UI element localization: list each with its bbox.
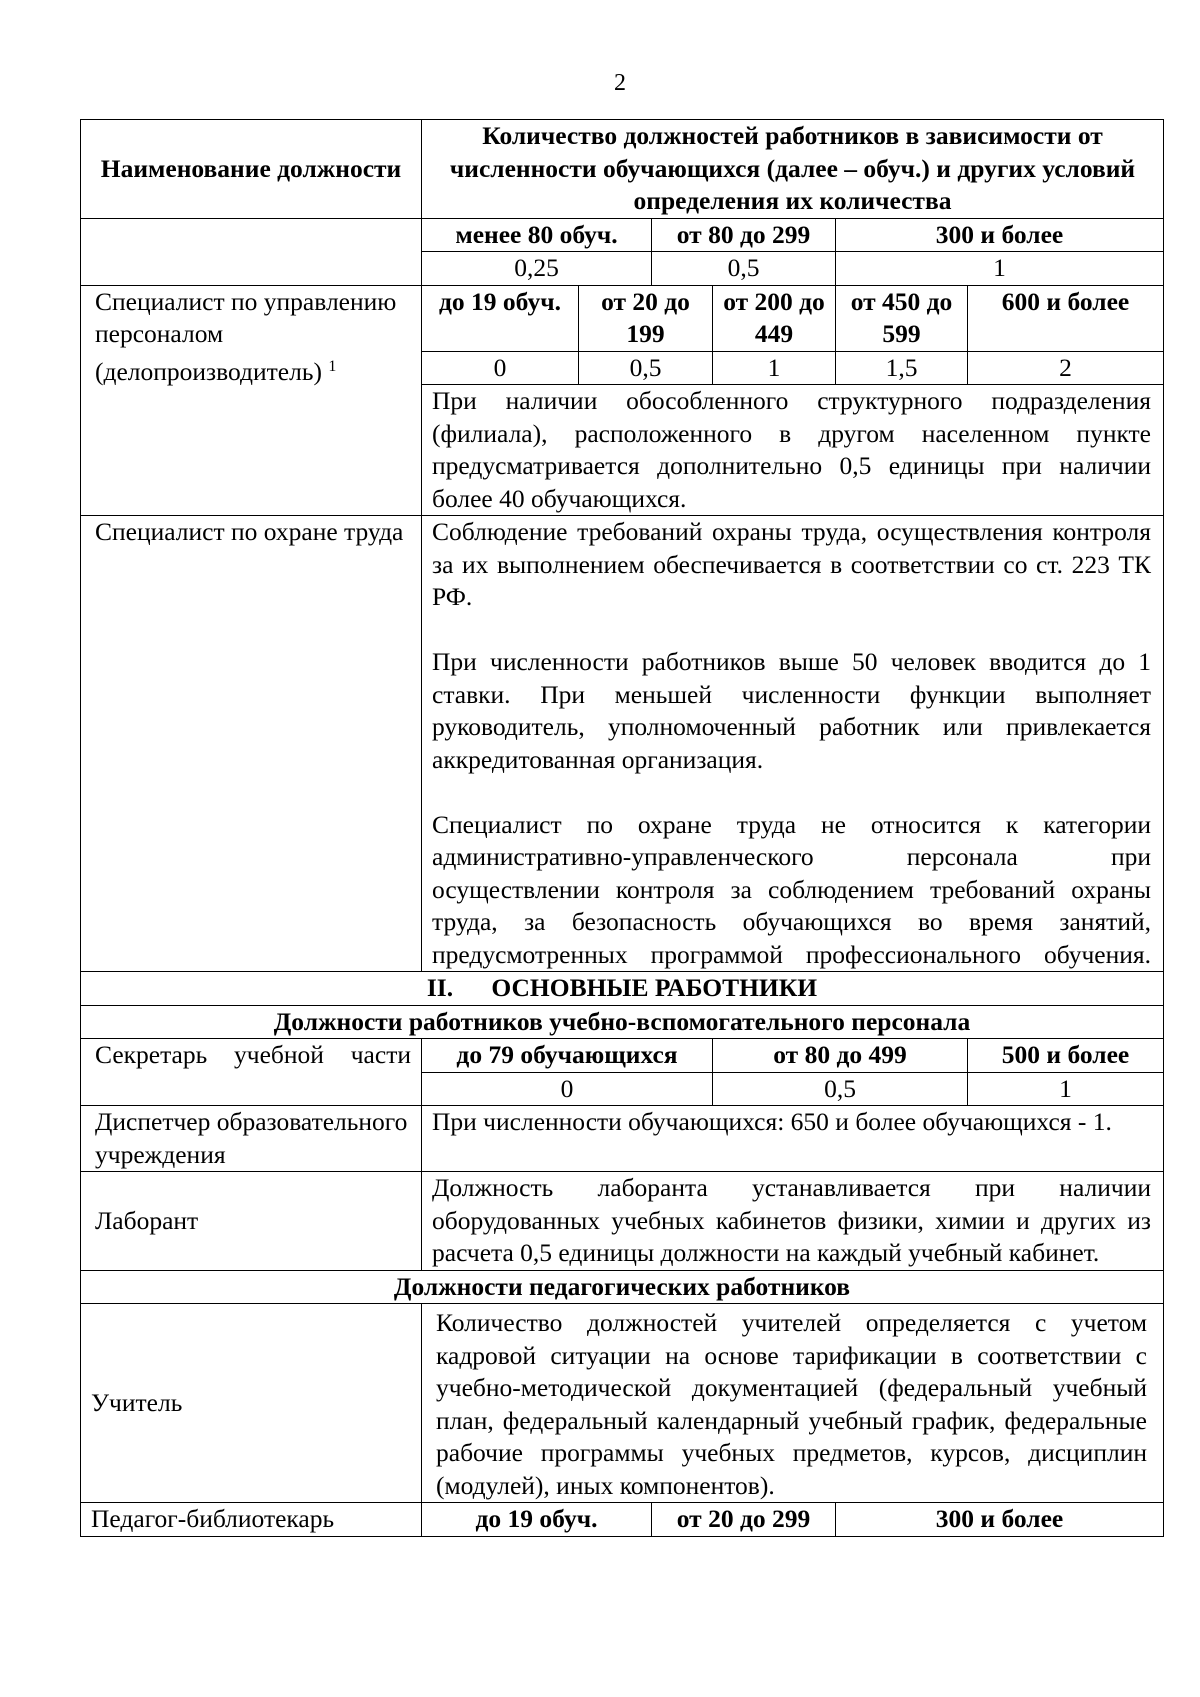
subsection-heading-row xyxy=(81,1270,1164,1304)
empty-name-cell xyxy=(81,218,422,285)
table-row xyxy=(81,1106,1164,1172)
position-name-lab-assistant: Лаборант xyxy=(81,1172,422,1271)
table-header-row xyxy=(81,120,1164,219)
value-cell: 0 xyxy=(422,351,579,385)
value-cell: 1 xyxy=(836,252,1164,286)
value-cell: 1,5 xyxy=(836,351,968,385)
paragraph-gap xyxy=(432,776,1151,809)
range-cell: до 19 обуч. xyxy=(422,1503,652,1537)
range-cell: до 79 обучающихся xyxy=(422,1039,713,1073)
table-row xyxy=(81,1039,1164,1073)
table-row xyxy=(81,285,1164,351)
range-cell: менее 80 обуч. xyxy=(422,218,652,252)
value-cell: 0,5 xyxy=(713,1072,968,1106)
position-name-text: Секретарь учебной части xyxy=(95,1040,411,1069)
position-name-librarian: Педагог-библиотекарь xyxy=(81,1503,422,1537)
range-cell: 300 и более xyxy=(836,218,1164,252)
table-row xyxy=(81,1304,1164,1503)
pedagogical-staff-title: Должности педагогических работников xyxy=(81,1270,1164,1304)
section-title: II. ОСНОВНЫЕ РАБОТНИКИ xyxy=(81,972,1164,1006)
header-quantity-description: Количество должностей работников в зависимости от численности обучающихся (далее – обуч.) и других условий определения их количества xyxy=(422,120,1164,219)
value-cell: 0,5 xyxy=(652,252,836,286)
teacher-description: Количество должностей учителей определяется с учетом кадровой ситуации на основе тарификации в соответствии с учебно-методической документацией (федеральный учебный план, федеральный календарный учебный график, федеральные рабочие программы учебных предметов, курсов, дисциплин (модулей), иных компонентов). xyxy=(422,1304,1164,1503)
range-cell: 600 и более xyxy=(968,285,1164,351)
safety-paragraph-2: При численности работников выше 50 человек вводится до 1 ставки. При меньшей численности функции выполняет руководитель, уполномоченный работник или привлекается аккредитованная организация. xyxy=(432,647,1151,774)
paragraph-gap xyxy=(432,614,1151,647)
table-row xyxy=(81,218,1164,252)
range-cell: от 450 до 599 xyxy=(836,285,968,351)
header-position-name: Наименование должности xyxy=(81,120,422,219)
safety-specialist-description xyxy=(422,516,1164,972)
position-name-safety-specialist: Специалист по охране труда xyxy=(81,516,422,972)
safety-paragraph-1: Соблюдение требований охраны труда, осуществления контроля за их выполнением обеспечивается в соответствии со ст. 223 ТК РФ. xyxy=(432,517,1151,611)
page-number: 2 xyxy=(614,70,626,96)
lab-assistant-description: Должность лаборанта устанавливается при наличии оборудованных учебных кабинетов физики, химии и других из расчета 0,5 единицы должности на каждый учебный кабинет. xyxy=(422,1172,1164,1271)
range-cell: до 19 обуч. xyxy=(422,285,579,351)
range-cell: от 80 до 499 xyxy=(713,1039,968,1073)
table-row xyxy=(81,1503,1164,1537)
value-cell: 0 xyxy=(422,1072,713,1106)
footnote-marker: 1 xyxy=(328,357,337,375)
section-heading-row xyxy=(81,972,1164,1006)
range-cell: от 20 до 299 xyxy=(652,1503,836,1537)
range-cell: от 20 до 199 xyxy=(579,285,713,351)
support-staff-title: Должности работников учебно-вспомогательного персонала xyxy=(81,1005,1164,1039)
position-name-dispatcher: Диспетчер образовательного учреждения xyxy=(81,1106,422,1172)
range-cell: от 200 до 449 xyxy=(713,285,836,351)
staffing-table xyxy=(80,119,1164,1537)
value-cell: 1 xyxy=(713,351,836,385)
position-name-text: Специалист по управлению персоналом (делопроизводитель) xyxy=(95,286,397,386)
value-cell: 0,5 xyxy=(579,351,713,385)
value-cell: 2 xyxy=(968,351,1164,385)
table-row xyxy=(81,516,1164,972)
range-cell: 500 и более xyxy=(968,1039,1164,1073)
position-name-hr-specialist xyxy=(81,285,422,516)
range-cell: 300 и более xyxy=(836,1503,1164,1537)
value-cell: 1 xyxy=(968,1072,1164,1106)
position-name-teacher: Учитель xyxy=(81,1304,422,1503)
subsection-heading-row xyxy=(81,1005,1164,1039)
range-cell: от 80 до 299 xyxy=(652,218,836,252)
hr-specialist-note: При наличии обособленного структурного подразделения (филиала), расположенного в другом населенном пункте предусматривается дополнительно 0,5 единицы при наличии более 40 обучающихся. xyxy=(422,385,1164,516)
dispatcher-description: При численности обучающихся: 650 и более обучающихся - 1. xyxy=(422,1106,1164,1172)
table-row xyxy=(81,1172,1164,1271)
value-cell: 0,25 xyxy=(422,252,652,286)
safety-paragraph-3: Специалист по охране труда не относится к категории административно-управленческого персонала при осуществлении контроля за соблюдением требований охраны труда, за безопасность обучающихся во время занятий, предусмотренных программой профессионального обучения. xyxy=(432,809,1151,969)
position-name-secretary xyxy=(81,1039,422,1106)
